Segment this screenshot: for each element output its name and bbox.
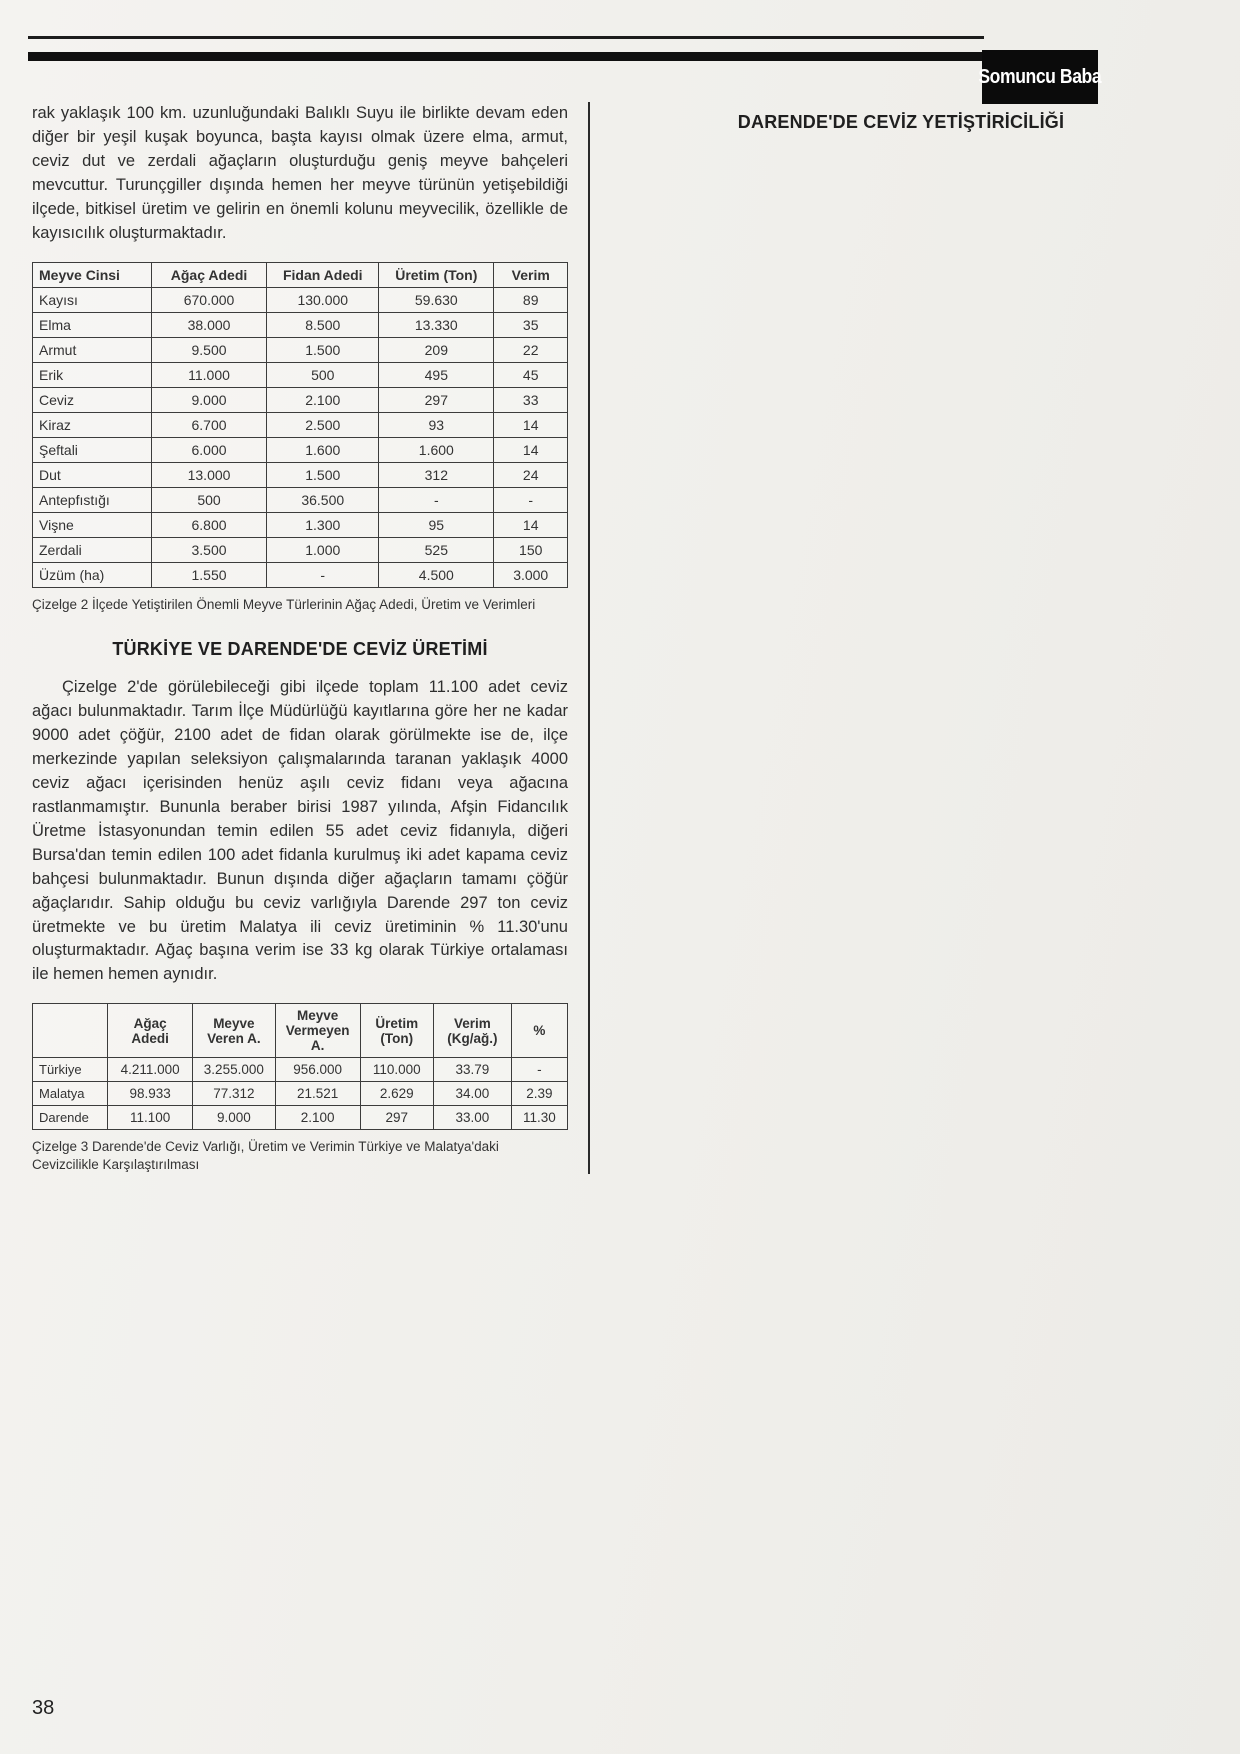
cell-uretim: -	[379, 487, 494, 512]
cell-region: Darende	[33, 1106, 108, 1130]
cell-verim: 14	[494, 437, 568, 462]
column-header-fidan-adedi: Fidan Adedi	[267, 262, 379, 287]
cell-agac-adedi: 500	[151, 487, 267, 512]
cell-fidan-adedi: 8.500	[267, 312, 379, 337]
column-header-agac-adedi: Ağaç Adedi	[151, 262, 267, 287]
masthead-rules	[28, 36, 984, 61]
column-header-percent: %	[511, 1004, 567, 1058]
cell-uretim: 312	[379, 462, 494, 487]
column-header-uretim: Üretim (Ton)	[379, 262, 494, 287]
cell-agac-adedi: 670.000	[151, 287, 267, 312]
fruit-table-body	[33, 287, 568, 587]
cell-meyve-veren: 9.000	[193, 1106, 276, 1130]
cell-agac-adedi: 6.700	[151, 412, 267, 437]
cell-meyve-cinsi: Şeftali	[33, 437, 152, 462]
left-column	[32, 102, 588, 1174]
fruit-table-header-row	[33, 262, 568, 287]
cell-uretim: 209	[379, 337, 494, 362]
cell-meyve-veren: 77.312	[193, 1082, 276, 1106]
comparison-table-row	[33, 1058, 568, 1082]
fruit-table-row	[33, 562, 568, 587]
column-header-verim: Verim (Kg/ağ.)	[433, 1004, 511, 1058]
comparison-table-body	[33, 1058, 568, 1130]
fruit-table-row	[33, 512, 568, 537]
cell-uretim: 93	[379, 412, 494, 437]
page-columns	[32, 102, 1208, 1174]
cell-agac-adedi: 3.500	[151, 537, 267, 562]
masthead-rule-thin	[28, 36, 984, 39]
cell-agac-adedi: 6.000	[151, 437, 267, 462]
cell-fidan-adedi: 1.600	[267, 437, 379, 462]
cell-uretim: 1.600	[379, 437, 494, 462]
cell-verim: 14	[494, 412, 568, 437]
fruit-table-row	[33, 412, 568, 437]
cell-uretim: 495	[379, 362, 494, 387]
comparison-table	[32, 1003, 568, 1130]
cell-fidan-adedi: 2.500	[267, 412, 379, 437]
cell-uretim: 13.330	[379, 312, 494, 337]
cell-uretim: 2.629	[360, 1082, 433, 1106]
fruit-table-row	[33, 487, 568, 512]
cell-percent: 11.30	[511, 1106, 567, 1130]
cell-meyve-cinsi: Armut	[33, 337, 152, 362]
cell-agac-adedi: 11.000	[151, 362, 267, 387]
cell-fidan-adedi: 130.000	[267, 287, 379, 312]
cell-uretim: 59.630	[379, 287, 494, 312]
cell-uretim: 297	[360, 1106, 433, 1130]
cell-verim: 33	[494, 387, 568, 412]
cell-agac-adedi: 13.000	[151, 462, 267, 487]
fruit-table-row	[33, 312, 568, 337]
magazine-title-badge	[978, 50, 1102, 104]
cell-percent: -	[511, 1058, 567, 1082]
fruit-table-caption: Çizelge 2 İlçede Yetiştirilen Önemli Meyve Türlerinin Ağaç Adedi, Üretim ve Verimleri	[32, 596, 536, 612]
cell-verim: 89	[494, 287, 568, 312]
cell-verim: 24	[494, 462, 568, 487]
cell-meyve-cinsi: Ceviz	[33, 387, 152, 412]
cell-fidan-adedi: 1.000	[267, 537, 379, 562]
cell-region: Türkiye	[33, 1058, 108, 1082]
cell-agac-adedi: 1.550	[151, 562, 267, 587]
cell-fidan-adedi: 2.100	[267, 387, 379, 412]
cell-meyve-cinsi: Zerdali	[33, 537, 152, 562]
fruit-table-row	[33, 462, 568, 487]
cell-verim: 33.00	[433, 1106, 511, 1130]
cell-agac-adedi: 98.933	[108, 1082, 193, 1106]
cell-verim: -	[494, 487, 568, 512]
cell-meyve-cinsi: Kayısı	[33, 287, 152, 312]
fruit-table-row	[33, 287, 568, 312]
column-header-meyve-veren: Meyve Veren A.	[193, 1004, 276, 1058]
page-number: 38	[32, 1697, 55, 1719]
cell-verim: 35	[494, 312, 568, 337]
cell-meyve-vermeyen: 956.000	[275, 1058, 360, 1082]
cell-uretim: 525	[379, 537, 494, 562]
cell-verim: 14	[494, 512, 568, 537]
right-column	[588, 102, 1188, 1174]
cell-fidan-adedi: 1.500	[267, 462, 379, 487]
column-header-blank	[33, 1004, 108, 1058]
cell-uretim: 297	[379, 387, 494, 412]
fruit-table-row	[33, 387, 568, 412]
cell-agac-adedi: 9.000	[151, 387, 267, 412]
masthead-rule-thick	[28, 52, 984, 61]
fruit-table-row	[33, 337, 568, 362]
cell-meyve-cinsi: Elma	[33, 312, 152, 337]
fruit-table-row	[33, 437, 568, 462]
cell-uretim: 4.500	[379, 562, 494, 587]
cell-verim: 22	[494, 337, 568, 362]
cell-verim: 34.00	[433, 1082, 511, 1106]
cell-agac-adedi: 4.211.000	[108, 1058, 193, 1082]
cell-meyve-vermeyen: 21.521	[275, 1082, 360, 1106]
comparison-table-row	[33, 1082, 568, 1106]
intro-paragraph: rak yaklaşık 100 km. uzunluğundaki Balıklı Suyu ile birlikte devam eden diğer bir yeşil kuşak boyunca, başta kayısı olmak üzere elma, armut, ceviz dut ve zerdali ağaçların oluşturduğu geniş meyve bahçeleri mevcuttur. Turunçgiller dışında hemen her meyve türünün yetişebildiği ilçede, bitkisel üretim ve gelirin en önemli kolunu meyvecilik, özellikle de kayısıcılık oluşturmaktadır.	[32, 104, 568, 242]
cell-meyve-cinsi: Dut	[33, 462, 152, 487]
cell-percent: 2.39	[511, 1082, 567, 1106]
section-heading-uretim: TÜRKİYE VE DARENDE'DE CEVİZ ÜRETİMİ	[112, 639, 488, 660]
cell-agac-adedi: 6.800	[151, 512, 267, 537]
cell-verim: 45	[494, 362, 568, 387]
cell-fidan-adedi: -	[267, 562, 379, 587]
fruit-table-row	[33, 362, 568, 387]
cell-agac-adedi: 11.100	[108, 1106, 193, 1130]
magazine-title: Somuncu Baba	[978, 65, 1102, 88]
cell-uretim: 110.000	[360, 1058, 433, 1082]
comparison-table-head	[33, 1004, 568, 1058]
cell-verim: 33.79	[433, 1058, 511, 1082]
fruit-species-table	[32, 262, 568, 588]
column-header-verim: Verim	[494, 262, 568, 287]
cell-fidan-adedi: 500	[267, 362, 379, 387]
column-header-uretim: Üretim (Ton)	[360, 1004, 433, 1058]
section-paragraph: Çizelge 2'de görülebileceği gibi ilçede toplam 11.100 adet ceviz ağacı bulunmaktadır. Tarım İlçe Müdürlüğü kayıtlarına göre her ne kadar 9000 adet çöğür, 2100 adet de fidan olarak görülmekte ise de, ilçe merkezinde yapılan seleksiyon çalışmalarında taranan yaklaşık 4000 ceviz ağacı içerisinden henüz aşılı ceviz fidanı veya ağacına rastlanmamıştır. Bununla beraber birisi 1987 yılında, Afşin Fidancılık Üretme İstasyonundan temin edilen 55 adet ceviz fidanıyla, diğeri Bursa'dan temin edilen 100 adet fidanla kurulmuş iki adet kapama ceviz bahçesi bulunmaktadır. Bunun dışında diğer ağaçların tamamı çöğür ağaçlarıdır. Sahip olduğu bu ceviz varlığıyla Darende 297 ton ceviz üretmekte ve bu üretim Malatya ili ceviz üretiminin % 11.30'unu oluşturmaktadır. Ağaç başına verim ise 33 kg olarak Türkiye ortalaması ile hemen hemen aynıdır.	[32, 678, 568, 984]
cell-meyve-cinsi: Erik	[33, 362, 152, 387]
cell-meyve-veren: 3.255.000	[193, 1058, 276, 1082]
comparison-table-header-row	[33, 1004, 568, 1058]
cell-verim: 3.000	[494, 562, 568, 587]
comparison-table-caption: Çizelge 3 Darende'de Ceviz Varlığı, Üretim ve Verimin Türkiye ve Malatya'daki Cevizcilikle Karşılaştırılması	[32, 1139, 499, 1173]
column-header-agac-adedi: Ağaç Adedi	[108, 1004, 193, 1058]
cell-fidan-adedi: 1.500	[267, 337, 379, 362]
cell-meyve-cinsi: Antepfıstığı	[33, 487, 152, 512]
cell-region: Malatya	[33, 1082, 108, 1106]
comparison-table-row	[33, 1106, 568, 1130]
cell-agac-adedi: 38.000	[151, 312, 267, 337]
fruit-table-row	[33, 537, 568, 562]
cell-meyve-vermeyen: 2.100	[275, 1106, 360, 1130]
cell-meyve-cinsi: Vişne	[33, 512, 152, 537]
cell-fidan-adedi: 36.500	[267, 487, 379, 512]
cell-meyve-cinsi: Üzüm (ha)	[33, 562, 152, 587]
section-heading-yetistiricilik: DARENDE'DE CEVİZ YETİŞTİRİCİLİĞİ	[737, 112, 1065, 132]
fruit-table-head	[33, 262, 568, 287]
column-header-meyve-vermeyen: Meyve Vermeyen A.	[275, 1004, 360, 1058]
column-header-meyve-cinsi: Meyve Cinsi	[33, 262, 152, 287]
cell-uretim: 95	[379, 512, 494, 537]
cell-meyve-cinsi: Kiraz	[33, 412, 152, 437]
cell-agac-adedi: 9.500	[151, 337, 267, 362]
cell-fidan-adedi: 1.300	[267, 512, 379, 537]
cell-verim: 150	[494, 537, 568, 562]
